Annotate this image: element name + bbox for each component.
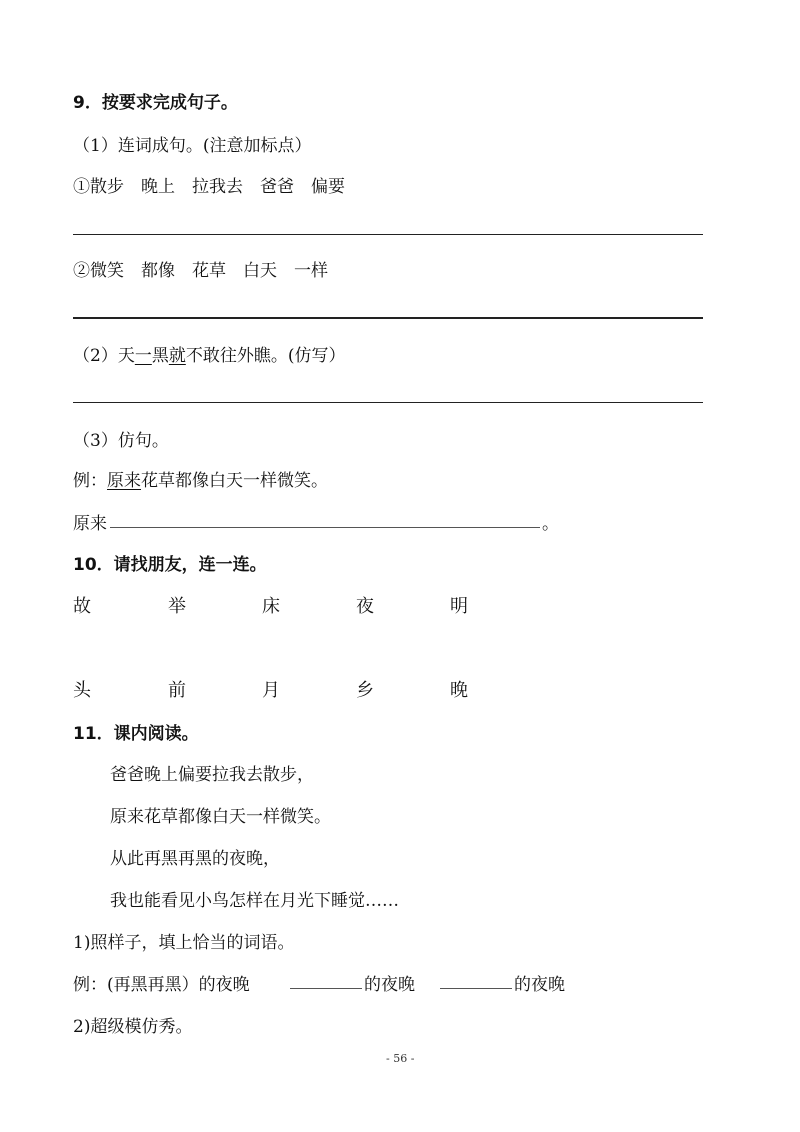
- q9-item2-words: ②微笑 都像 花草 白天 一样: [73, 261, 328, 281]
- q10-title: 10．请找朋友，连一连。: [73, 555, 267, 575]
- page-number: - 56 -: [386, 1052, 415, 1065]
- match-bottom-char[interactable]: 晚: [450, 680, 468, 701]
- poem-line: 从此再黑再黑的夜晚，: [110, 849, 280, 869]
- match-top-char[interactable]: 举: [168, 596, 186, 617]
- answer-line: [73, 234, 703, 235]
- poem-line: 原来花草都像白天一样微笑。: [110, 807, 331, 827]
- q9-item1-words: ①散步 晚上 拉我去 爸爸 偏要: [73, 177, 345, 197]
- match-top-char[interactable]: 故: [73, 596, 91, 617]
- fill-blank[interactable]: [290, 988, 362, 989]
- answer-line: [73, 317, 703, 319]
- answer-line: [73, 402, 703, 403]
- match-bottom-char[interactable]: 前: [168, 680, 186, 701]
- part2-text: 黑: [151, 346, 169, 366]
- fill-blank[interactable]: [110, 527, 540, 528]
- underlined-word: 一: [134, 346, 152, 366]
- q9-title: 9．按要求完成句子。: [73, 93, 238, 113]
- part2-text: 不敢往外瞧。(仿写）: [185, 346, 346, 366]
- match-top-char[interactable]: 床: [262, 596, 280, 617]
- q11-title: 11．课内阅读。: [73, 724, 199, 744]
- q11-sub1-instruction: 1)照样子，填上恰当的词语。: [73, 933, 295, 953]
- match-bottom-char[interactable]: 月: [262, 680, 280, 701]
- q9-fill-end: 。: [542, 514, 559, 534]
- match-top-char[interactable]: 夜: [356, 596, 374, 617]
- q11-sub2-instruction: 2)超级模仿秀。: [73, 1017, 193, 1037]
- underlined-word: 就: [168, 346, 186, 366]
- part2-text: （2）天: [73, 346, 135, 366]
- q11-sub1-example: 例：(再黑再黑）的夜晚: [73, 975, 250, 995]
- poem-line: 我也能看见小鸟怎样在月光下睡觉……: [110, 891, 399, 911]
- fill-blank[interactable]: [440, 988, 512, 989]
- q9-example: [73, 466, 328, 491]
- match-bottom-char[interactable]: 乡: [356, 680, 374, 701]
- q11-sub1-fill-suffix: 的夜晚: [514, 975, 565, 995]
- match-top-char[interactable]: 明: [450, 596, 468, 617]
- match-bottom-char[interactable]: 头: [73, 680, 91, 701]
- q9-fill-start: 原来: [73, 514, 107, 534]
- poem-line: 爸爸晚上偏要拉我去散步，: [110, 765, 314, 785]
- q9-part1-instruction: （1）连词成句。(注意加标点）: [73, 136, 312, 156]
- q9-part2-instruction: [73, 341, 345, 366]
- underlined-word: 原来: [107, 471, 141, 491]
- q9-part3-instruction: （3）仿句。: [73, 431, 169, 451]
- example-text: 花草都像白天一样微笑。: [141, 471, 328, 491]
- q11-sub1-fill-suffix: 的夜晚: [364, 975, 415, 995]
- example-label: 例：: [73, 471, 107, 491]
